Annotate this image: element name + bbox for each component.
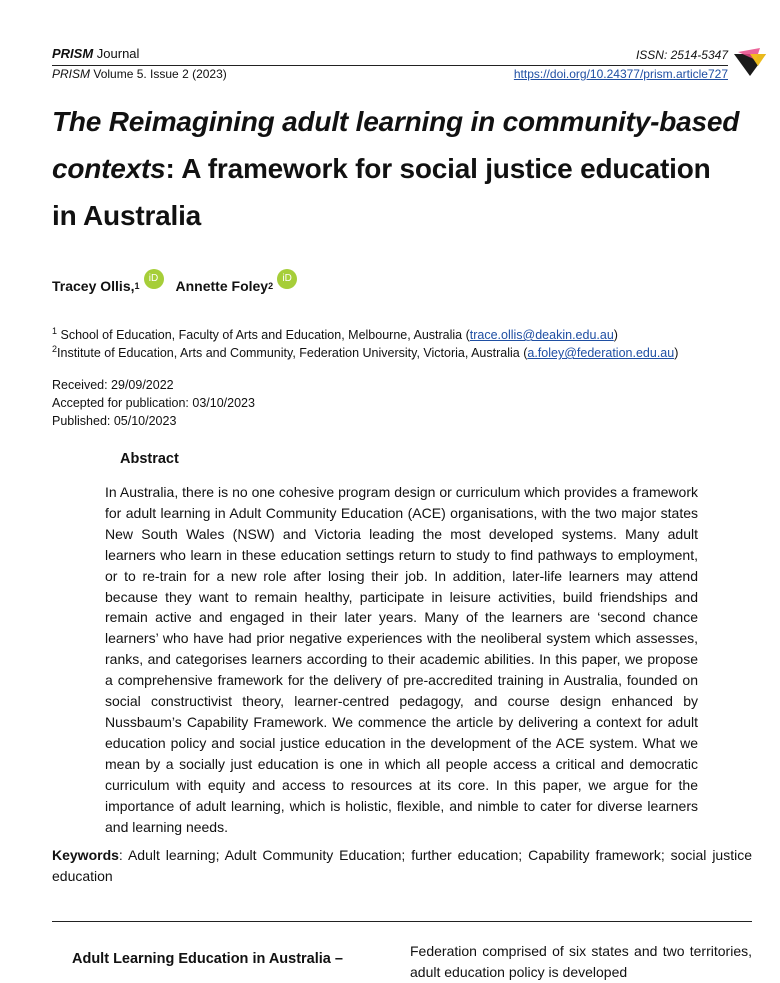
journal-brand: PRISM	[52, 46, 94, 61]
accepted-date: Accepted for publication: 03/10/2023	[52, 396, 255, 410]
orcid-icon[interactable]: iD	[144, 269, 164, 289]
affiliation-sup: 1	[52, 326, 58, 336]
abstract-heading: Abstract	[120, 451, 179, 467]
section-rule	[52, 921, 752, 922]
received-date: Received: 29/09/2022	[52, 378, 174, 392]
affiliation-close: )	[613, 328, 618, 343]
body-column-text: Federation comprised of six states and two territories, adult education policy is developed	[410, 943, 752, 980]
volume-text: Volume 5. Issue 2 (2023)	[90, 67, 227, 81]
doi-link[interactable]: https://doi.org/10.24377/prism.article727	[513, 67, 728, 81]
author-name: Annette Foley	[175, 278, 269, 294]
affiliation-text: Institute of Education, Arts and Community, Federation University, Victoria, Australia (	[57, 346, 528, 361]
author-sup: 1	[134, 281, 140, 291]
volume-info	[52, 66, 227, 82]
abstract-body: In Australia, there is no one cohesive program design or curriculum which provides a framework for adult learning in Adult Community Education (ACE) organisations, with the two major states New South Wales (NSW) and Victoria leading the most developed systems. Many adult learners who learn in these education settings return to study to find pathways to employment, or to re-train for a new role after losing their job. In addition, later-life learners may attend because they want to remain healthy, participate in leisure activities, build friendships and remain active and engaged in their later years. Many of the learners are ‘second chance learners’ who have had prior negative experiences with the neoliberal system which assesses, ranks, and categorises learners according to their academic abilities. In this paper, we propose a comprehensive framework for the delivery of pre-accredited training in Australia, founded on social constructivist theory, learner-centred pedagogy, and course design enhanced by Nussbaum’s Capability Framework. We commence the article by delivering a context for adult education policy and social justice education in the development of the ACE system. What we mean by a socially just education is one in which all people access a critical and democratic curriculum with equity and access to resources at its core. In this paper, we argue for the importance of adult learning, which is holistic, flexible, and nimble to cater for diverse learners and learning needs.	[105, 484, 698, 835]
section-heading: Adult Learning Education in Australia –	[72, 951, 343, 967]
prism-logo-icon	[730, 40, 770, 80]
journal-name	[52, 46, 139, 62]
keywords	[52, 845, 752, 887]
orcid-icon[interactable]: iD	[277, 269, 297, 289]
volume-brand: PRISM	[52, 67, 91, 81]
author-list	[52, 273, 301, 296]
email-link[interactable]: trace.ollis@deakin.edu.au	[469, 328, 614, 343]
issn: ISSN: 2514-5347	[635, 48, 728, 62]
journal-word: Journal	[93, 46, 140, 61]
email-link[interactable]: a.foley@federation.edu.au	[527, 346, 675, 361]
keywords-text: : Adult learning; Adult Community Education; further education; Capability framework; social justice education	[52, 847, 752, 884]
article-title	[52, 98, 742, 239]
author-name: Tracey Ollis,	[52, 278, 135, 294]
published-date: Published: 05/10/2023	[52, 414, 177, 428]
affiliation-close: )	[674, 346, 679, 361]
title-italic: The Reimagining adult learning in community-based contexts	[52, 106, 740, 184]
author-sup: 2	[268, 281, 274, 291]
title-plain: : A framework for social justice education in Australia	[52, 153, 711, 231]
keywords-label: Keywords	[52, 847, 119, 863]
publication-dates	[52, 376, 255, 430]
affiliation-sup: 2	[52, 344, 58, 354]
affiliation	[52, 340, 678, 362]
affiliation-text: School of Education, Faculty of Arts and Education, Melbourne, Australia (	[57, 328, 470, 343]
